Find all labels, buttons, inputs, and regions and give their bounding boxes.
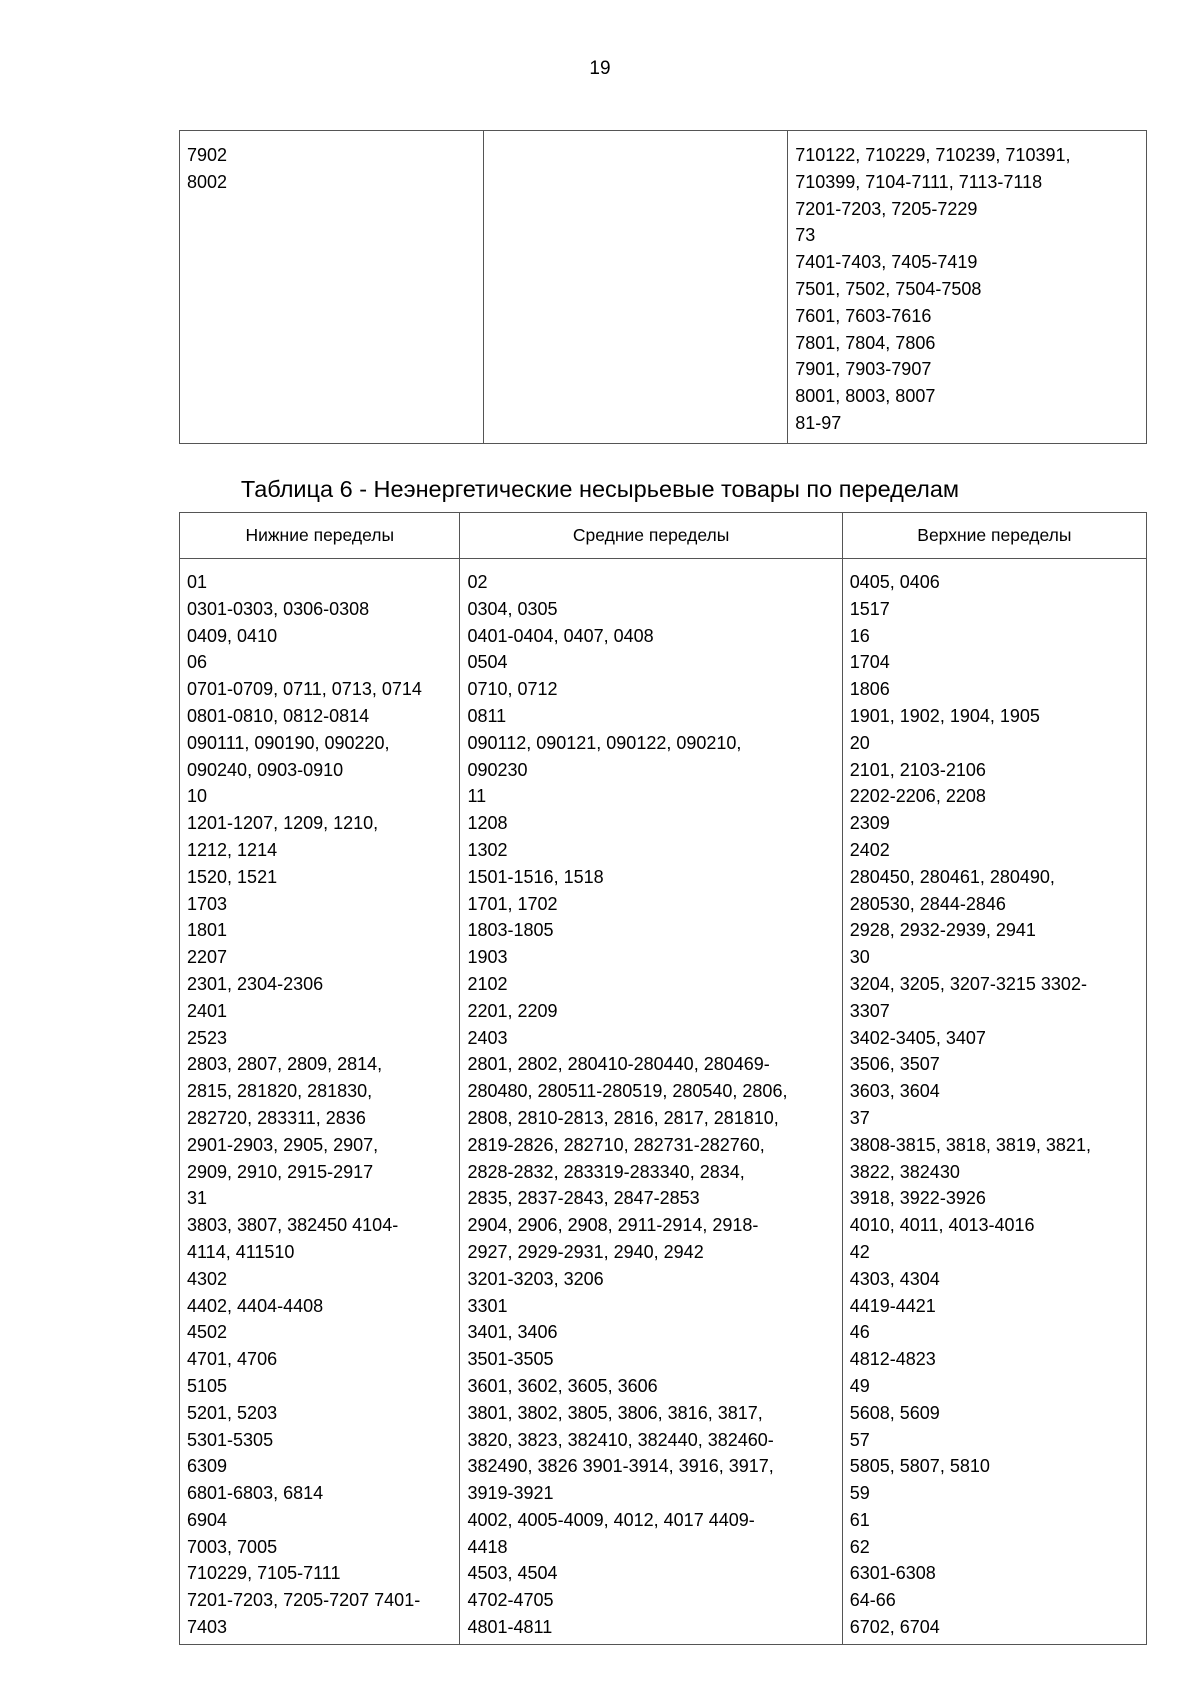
code-line: 06 [187, 652, 208, 673]
code-line: 1701, 1702 [467, 893, 558, 914]
code-line: 7003, 7005 [187, 1536, 278, 1557]
table-6-title: Таблица 6 - Неэнергетические несырьевые товары по переделам [240, 476, 960, 502]
code-line: 1212, 1214 [187, 839, 278, 860]
code-line: 0504 [467, 652, 508, 673]
code-line: 4010, 4011, 4013-4016 [849, 1215, 1035, 1236]
code-line: 3803, 3807, 382450 4104- [187, 1215, 399, 1236]
code-line: 73 [795, 225, 816, 246]
code-line: 710122, 710229, 710239, 710391, [795, 145, 1071, 165]
code-line: 6702, 6704 [849, 1617, 940, 1638]
header-middle-stages: Средние переделы [460, 513, 842, 559]
code-line: 280480, 280511-280519, 280540, 2806, [467, 1081, 788, 1102]
code-line: 3801, 3802, 3805, 3806, 3816, 3817, [467, 1402, 763, 1423]
code-line: 2403 [467, 1027, 508, 1048]
code-line: 02 [467, 572, 488, 592]
code-line: 01 [187, 572, 208, 592]
code-line: 3307 [849, 1000, 890, 1021]
code-line: 7801, 7804, 7806 [795, 332, 936, 353]
code-line: 6301-6308 [849, 1563, 936, 1584]
code-line: 1806 [849, 679, 890, 700]
code-line: 2207 [187, 947, 228, 968]
code-line: 2819-2826, 282710, 282731-282760, [467, 1134, 765, 1155]
code-line: 3918, 3922-3926 [849, 1188, 986, 1209]
code-line: 3601, 3602, 3605, 3606 [467, 1375, 658, 1396]
code-line: 2928, 2932-2939, 2941 [849, 920, 1036, 941]
table-header-row [180, 513, 1147, 559]
code-line: 2904, 2906, 2908, 2911-2914, 2918- [467, 1215, 759, 1236]
code-line: 3402-3405, 3407 [849, 1027, 986, 1048]
code-line: 282720, 283311, 2836 [187, 1107, 366, 1128]
code-line: 7201-7203, 7205-7229 [795, 198, 978, 219]
code-line: 31 [187, 1188, 208, 1209]
lower-stages-cell [180, 559, 460, 1645]
header-upper-stages: Верхние переделы [842, 513, 1146, 559]
code-line: 5301-5305 [187, 1429, 274, 1450]
code-line: 4419-4421 [849, 1295, 936, 1316]
code-line: 4402, 4404-4408 [187, 1295, 324, 1316]
code-line: 2835, 2837-2843, 2847-2853 [467, 1188, 700, 1209]
code-line: 090111, 090190, 090220, [187, 732, 390, 753]
code-line: 1704 [849, 652, 890, 673]
code-line: 1208 [467, 813, 508, 834]
code-line: 1201-1207, 1209, 1210, [187, 813, 379, 834]
code-line: 46 [849, 1322, 870, 1343]
code-line: 280530, 2844-2846 [849, 893, 1006, 914]
code-line: 3822, 382430 [849, 1161, 960, 1182]
code-line: 3603, 3604 [849, 1081, 940, 1102]
code-line: 2901-2903, 2905, 2907, [187, 1134, 379, 1155]
code-line: 64-66 [849, 1590, 896, 1611]
code-line: 0401-0404, 0407, 0408 [467, 625, 654, 646]
code-line: 0701-0709, 0711, 0713, 0714 [187, 679, 422, 700]
code-line: 2101, 2103-2106 [849, 759, 986, 780]
code-line: 37 [849, 1107, 870, 1128]
code-line: 5608, 5609 [849, 1402, 940, 1423]
header-lower-stages: Нижние переделы [180, 513, 460, 559]
code-line: 7901, 7903-7907 [795, 359, 932, 380]
code-line: 10 [187, 786, 208, 807]
code-line: 4002, 4005-4009, 4012, 4017 4409- [467, 1509, 755, 1530]
code-line: 0710, 0712 [467, 679, 558, 700]
code-line: 3201-3203, 3206 [467, 1268, 604, 1289]
code-line: 280450, 280461, 280490, [849, 866, 1055, 887]
code-line: 0301-0303, 0306-0308 [187, 598, 370, 619]
code-line: 7501, 7502, 7504-7508 [795, 278, 982, 299]
code-line: 4303, 4304 [849, 1268, 940, 1289]
continued-cell-2 [484, 131, 788, 444]
code-line: 3820, 3823, 382410, 382440, 382460- [467, 1429, 774, 1450]
code-line: 2402 [849, 839, 890, 860]
code-line: 57 [849, 1429, 870, 1450]
continued-table [179, 130, 1147, 444]
code-line: 3506, 3507 [849, 1054, 940, 1075]
code-line: 6801-6803, 6814 [187, 1483, 324, 1504]
code-line: 0405, 0406 [849, 572, 940, 592]
continued-cell-3 [788, 131, 1147, 444]
code-line: 1302 [467, 839, 508, 860]
code-line: 5201, 5203 [187, 1402, 278, 1423]
table-row [180, 559, 1147, 1645]
code-line: 2803, 2807, 2809, 2814, [187, 1054, 383, 1075]
code-line: 61 [849, 1509, 870, 1530]
code-line: 090240, 0903-0910 [187, 759, 344, 780]
code-line: 6309 [187, 1456, 228, 1477]
code-line: 7601, 7603-7616 [795, 305, 932, 326]
code-line: 3401, 3406 [467, 1322, 558, 1343]
code-line: 4701, 4706 [187, 1349, 278, 1370]
code-line: 2301, 2304-2306 [187, 973, 324, 994]
page-number: 19 [589, 58, 611, 79]
code-line: 1901, 1902, 1904, 1905 [849, 705, 1040, 726]
code-line: 1803-1805 [467, 920, 554, 941]
code-line: 8002 [187, 171, 228, 192]
code-line: 3501-3505 [467, 1349, 554, 1370]
code-line: 2815, 281820, 281830, [187, 1081, 373, 1102]
code-line: 49 [849, 1375, 870, 1396]
code-line: 1501-1516, 1518 [467, 866, 604, 887]
code-line: 0801-0810, 0812-0814 [187, 705, 370, 726]
code-line: 5805, 5807, 5810 [849, 1456, 990, 1477]
code-line: 2201, 2209 [467, 1000, 558, 1021]
continued-cell-1 [180, 131, 484, 444]
code-line: 2523 [187, 1027, 228, 1048]
code-line: 2828-2832, 283319-283340, 2834, [467, 1161, 745, 1182]
code-line: 1517 [849, 598, 890, 619]
code-line: 2202-2206, 2208 [849, 786, 986, 807]
code-line: 3808-3815, 3818, 3819, 3821, [849, 1134, 1091, 1155]
code-line: 4418 [467, 1536, 508, 1557]
code-line: 4812-4823 [849, 1349, 936, 1370]
continued-table-row [180, 131, 1147, 444]
code-line: 20 [849, 732, 870, 753]
code-line: 4114, 411510 [187, 1241, 295, 1262]
code-line: 7201-7203, 7205-7207 7401- [187, 1590, 421, 1611]
upper-stages-cell [842, 559, 1146, 1645]
code-line: 7401-7403, 7405-7419 [795, 252, 978, 273]
code-line: 4702-4705 [467, 1590, 554, 1611]
code-line: 2401 [187, 1000, 228, 1021]
code-line: 4801-4811 [467, 1617, 553, 1638]
code-line: 11 [467, 786, 487, 807]
code-line: 4302 [187, 1268, 228, 1289]
code-line: 7403 [187, 1617, 228, 1638]
code-line: 2808, 2810-2813, 2816, 2817, 281810, [467, 1107, 779, 1128]
code-line: 42 [849, 1241, 870, 1262]
code-line: 2927, 2929-2931, 2940, 2942 [467, 1241, 704, 1262]
code-line: 59 [849, 1483, 870, 1504]
code-line: 81-97 [795, 412, 842, 433]
code-line: 2801, 2802, 280410-280440, 280469- [467, 1054, 770, 1075]
code-line: 0304, 0305 [467, 598, 558, 619]
code-line: 0811 [467, 705, 507, 726]
code-line: 090230 [467, 759, 528, 780]
code-line: 1520, 1521 [187, 866, 278, 887]
code-line: 1801 [187, 920, 228, 941]
code-line: 6904 [187, 1509, 228, 1530]
table-6 [179, 512, 1147, 1645]
code-line: 8001, 8003, 8007 [795, 386, 936, 407]
code-line: 2102 [467, 973, 508, 994]
code-line: 2309 [849, 813, 890, 834]
code-line: 1903 [467, 947, 508, 968]
code-line: 30 [849, 947, 870, 968]
code-line: 4502 [187, 1322, 228, 1343]
code-line: 16 [849, 625, 870, 646]
middle-stages-cell [460, 559, 842, 1645]
code-line: 62 [849, 1536, 870, 1557]
code-line: 1703 [187, 893, 228, 914]
code-line: 2909, 2910, 2915-2917 [187, 1161, 374, 1182]
code-line: 4503, 4504 [467, 1563, 558, 1584]
code-line: 3919-3921 [467, 1483, 554, 1504]
code-line: 3204, 3205, 3207-3215 3302- [849, 973, 1087, 994]
code-line: 3301 [467, 1295, 508, 1316]
code-line: 710229, 7105-7111 [187, 1563, 341, 1584]
code-line: 710399, 7104-7111, 7113-7118 [795, 171, 1043, 192]
code-line: 7902 [187, 145, 228, 165]
code-line: 382490, 3826 3901-3914, 3916, 3917, [467, 1456, 774, 1477]
code-line: 5105 [187, 1375, 228, 1396]
code-line: 0409, 0410 [187, 625, 278, 646]
code-line: 090112, 090121, 090122, 090210, [467, 732, 742, 753]
